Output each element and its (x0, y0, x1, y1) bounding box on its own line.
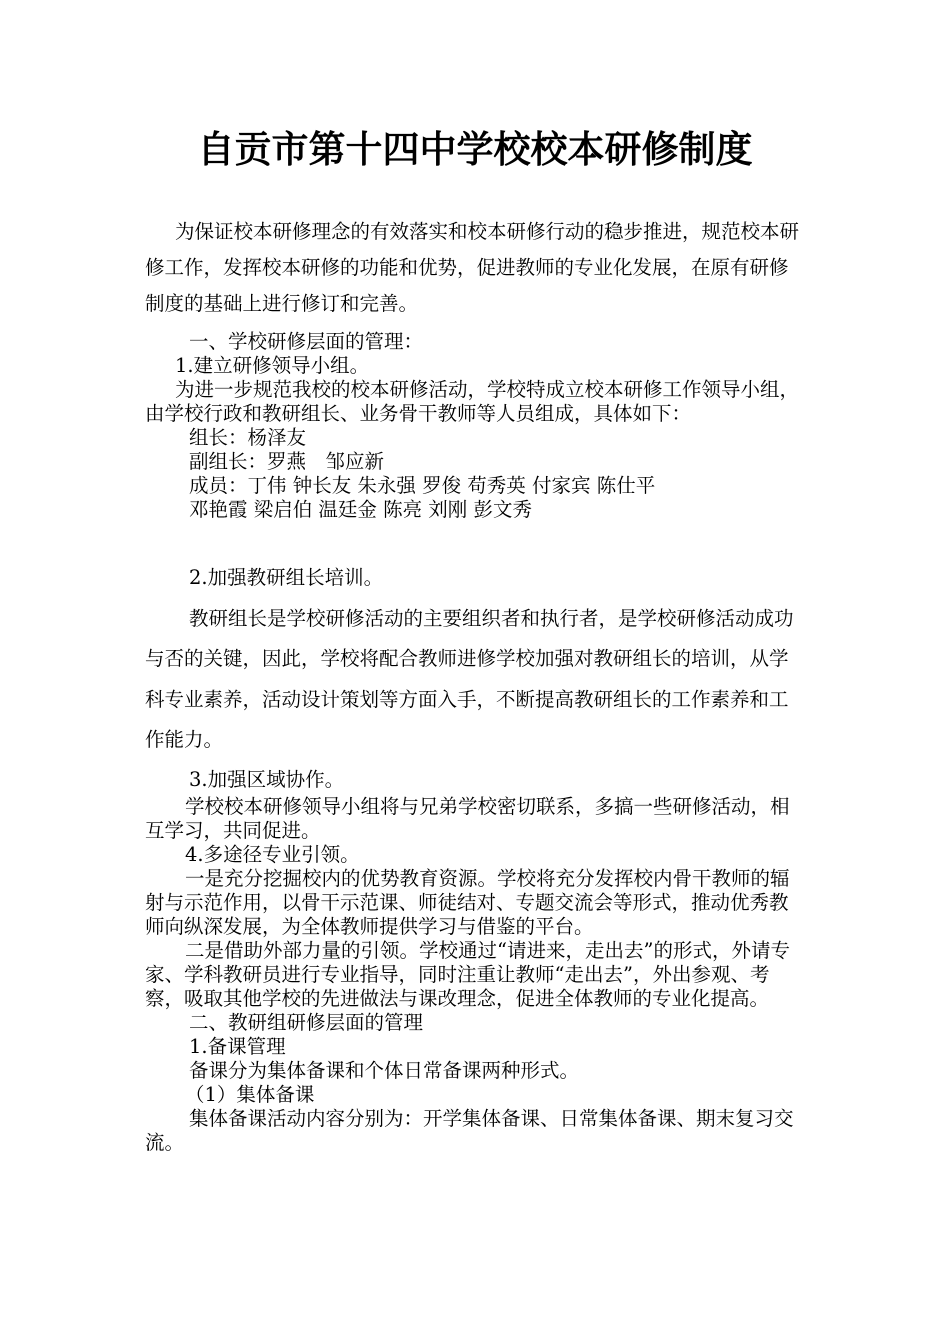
leader-line: 组长：杨泽友 (189, 426, 307, 449)
vice-leader-line: 副组长：罗燕 邹应新 (189, 450, 385, 473)
section2-item1-text: 备课分为集体备课和个体日常备课两种形式。 (189, 1059, 580, 1082)
section1-item2-heading: 2.加强教研组长培训。 (189, 566, 384, 589)
section1-heading: 一、学校研修层面的管理： (189, 330, 424, 353)
section2-sub1-heading: （1）集体备课 (185, 1083, 315, 1106)
document-title: 自贡市第十四中学校校本研修制度 (197, 128, 753, 171)
section1-item4-heading: 4.多途径专业引领。 (185, 843, 360, 866)
section1-item3-heading: 3.加强区域协作。 (189, 768, 345, 791)
section2-sub1-text: 集体备课活动内容分别为：开学集体备课、日常集体备课、期末复习交流。 (145, 1107, 794, 1154)
section2-item1-heading: 1.备课管理 (189, 1035, 286, 1058)
section1-block-c (145, 795, 807, 1155)
section2-heading: 二、教研组研修层面的管理 (189, 1011, 424, 1034)
members-line-1: 成员：丁伟 钟长友 朱永强 罗俊 苟秀英 付家宾 陈仕平 (189, 474, 656, 497)
section1-block-a (145, 330, 807, 522)
intro-paragraph (145, 214, 807, 322)
members-line-2: 邓艳霞 梁启伯 温廷金 陈亮 刘刚 彭文秀 (189, 498, 532, 521)
section1-item1-text: 为进一步规范我校的校本研修活动，学校特成立校本研修工作领导小组，由学校行政和教研组长、业务骨干教师等人员组成，具体如下： (145, 378, 800, 425)
section1-item4-text1: 一是充分挖掘校内的优势教育资源。学校将充分发挥校内骨干教师的辐射与示范作用，以骨干示范课、师徒结对、专题交流会等形式，推动优秀教师向纵深发展，为全体教师提供学习与借鉴的平台。 (145, 867, 790, 938)
section1-item2-text: 教研组长是学校研修活动的主要组织者和执行者，是学校研修活动成功与否的关键，因此，学校将配合教师进修学校加强对教研组长的培训，从学科专业素养，活动设计策划等方面入手，不断提高教研组长的工作素养和工作能力。 (145, 606, 794, 751)
section1-item4-text2: 二是借助外部力量的引领。学校通过“请进来，走出去”的形式，外请专家、学科教研员进行专业指导，同时注重让教师“走出去”，外出参观、考察，吸取其他学校的先进做法与课改理念，促进全体教师的专业化提高。 (145, 939, 790, 1010)
section1-block-b (145, 558, 807, 761)
intro-text: 为保证校本研修理念的有效落实和校本研修行动的稳步推进，规范校本研修工作，发挥校本研修的功能和优势，促进教师的专业化发展，在原有研修制度的基础上进行修订和完善。 (145, 220, 800, 315)
section1-item3-heading-wrap (145, 764, 807, 796)
section1-item3-text: 学校校本研修领导小组将与兄弟学校密切联系，多搞一些研修活动，相互学习，共同促进。 (145, 795, 790, 842)
section1-item1-heading: 1.建立研修领导小组。 (175, 354, 370, 377)
